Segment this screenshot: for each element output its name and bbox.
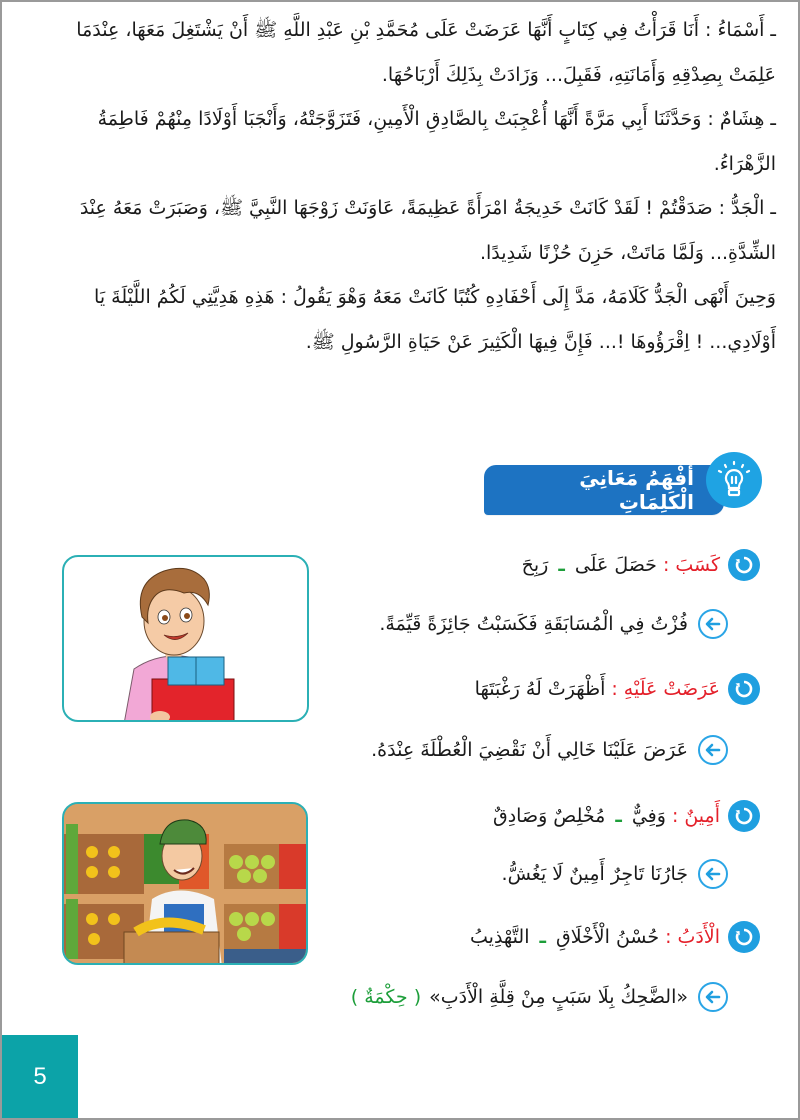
vocab-example: فُزْتُ فِي الْمُسَابَقَةِ فَكَسَبْتُ جَائِزَةً قَيِّمَةً. xyxy=(379,613,688,635)
vocab-example: جَارُنَا تَاجِرٌ أَمِينٌ لَا يَغُشُّ. xyxy=(501,863,688,885)
illustration-fruit-vendor xyxy=(62,802,308,965)
vocab-item-adab xyxy=(470,921,760,953)
vocab-meaning: حَصَلَ عَلَى xyxy=(574,554,657,576)
vocab-term: الْأَدَبُ xyxy=(677,926,720,948)
vocab-meaning: رَبِحَ xyxy=(521,554,549,576)
vocab-item-amin xyxy=(493,800,760,832)
vocab-term: أَمِينٌ xyxy=(684,805,720,827)
vocab-example-adab xyxy=(351,982,728,1012)
vocab-example-aradat xyxy=(371,735,728,765)
section-header xyxy=(484,465,724,515)
separator-dash: ـ xyxy=(615,805,622,827)
vocab-meaning: وَفِيٌّ xyxy=(631,805,666,827)
vocab-meaning: التَّهْذِيبُ xyxy=(470,926,530,948)
colon: : xyxy=(671,805,679,827)
colon: : xyxy=(665,926,672,948)
arrow-left-icon xyxy=(698,982,728,1012)
story-paragraph-hisham: ـ هِشَامٌ : وَحَدَّثَنَا أَبِي مَرَّةً أَنَّهَا أُعْجِبَتْ بِالصَّادِقِ الْأَمِينِ، فَتَزَوَّجَتْهُ، وَأَنْجَبَا أَوْلَادًا مِنْهُمْ فَاطِمَةُ الزَّهْرَاءُ. xyxy=(97,108,776,175)
illustration-boy-with-gifts xyxy=(62,555,309,722)
story-paragraph-grandfather: ـ الْجَدُّ : صَدَقْتُمْ ! لَقَدْ كَانَتْ خَدِيجَةُ امْرَأَةً عَظِيمَةً، عَاوَنَتْ زَوْجَهَا النَّبِيَّ ﷺ، وَصَبَرَتْ مَعَهُ عِنْدَ الشِّدَّةِ... وَلَمَّا مَاتَتْ، حَزِنَ حُزْنًا شَدِيدًا. xyxy=(79,197,776,264)
story-paragraph-asma: ـ أَسْمَاءُ : أَنَا قَرَأْتُ فِي كِتَابٍ أَنَّهَا عَرَضَتْ عَلَى مُحَمَّدِ بْنِ عَبْدِ اللَّهِ ﷺ أَنْ يَشْتَغِلَ مَعَهَا، عِنْدَمَا عَلِمَتْ بِصِدْقِهِ وَأَمَانَتِهِ، فَقَبِلَ... وَزَادَتْ بِذَلِكَ أَرْبَاحُهَا. xyxy=(76,19,776,86)
vocab-example: «الضَّحِكُ بِلَا سَبَبٍ مِنْ قِلَّةِ الْأَدَبِ» xyxy=(429,986,688,1008)
arrow-left-icon xyxy=(698,735,728,765)
refresh-icon xyxy=(728,549,760,581)
vocab-meaning: مُخْلِصٌ وَصَادِقٌ xyxy=(492,805,606,827)
vocab-item-aradat xyxy=(475,673,760,705)
colon: : xyxy=(611,678,618,700)
vocab-term: كَسَبَ xyxy=(675,554,720,576)
lightbulb-icon xyxy=(706,452,762,508)
vocab-example-amin xyxy=(502,859,728,889)
story-paragraph-closing: وَحِينَ أَنْهَى الْجَدُّ كَلَامَهُ، مَدَّ إِلَى أَحْفَادِهِ كُتُبًا كَانَتْ مَعَهُ وَهْوَ يَقُولُ : هَذِهِ هَدِيَّتِي لَكُمُ اللَّيْلَةَ يَا أَوْلَادِي... ! اِقْرَؤُوهَا !... فَإِنَّ فِيهَا الْكَثِيرَ عَنْ حَيَاةِ الرَّسُولِ ﷺ. xyxy=(94,286,776,353)
refresh-icon xyxy=(728,800,760,832)
refresh-icon xyxy=(728,921,760,953)
wisdom-tag: ( حِكْمَةٌ ) xyxy=(350,986,422,1008)
separator-dash: ـ xyxy=(539,926,546,948)
vocab-meaning: أَظْهَرَتْ لَهُ رَغْبَتَهَا xyxy=(474,678,606,700)
section-title: أَفْهَمُ مَعَانِيَ الْكَلِمَاتِ xyxy=(579,466,694,514)
arrow-left-icon xyxy=(698,609,728,639)
separator-dash: ـ xyxy=(558,554,565,576)
arrow-left-icon xyxy=(698,859,728,889)
vocab-example: عَرَضَ عَلَيْنَا خَالِي أَنْ نَقْضِيَ الْعُطْلَةَ عِنْدَهُ. xyxy=(371,739,688,761)
colon: : xyxy=(662,554,670,576)
vocab-item-kasaba xyxy=(522,549,760,581)
story-text xyxy=(36,8,776,364)
refresh-icon xyxy=(728,673,760,705)
vocab-term: عَرَضَتْ عَلَيْهِ xyxy=(623,678,720,700)
page-number: 5 xyxy=(2,1035,78,1118)
vocab-meaning: حُسْنُ الْأَخْلَاقِ xyxy=(555,926,660,948)
vocab-example-kasaba xyxy=(379,609,728,639)
